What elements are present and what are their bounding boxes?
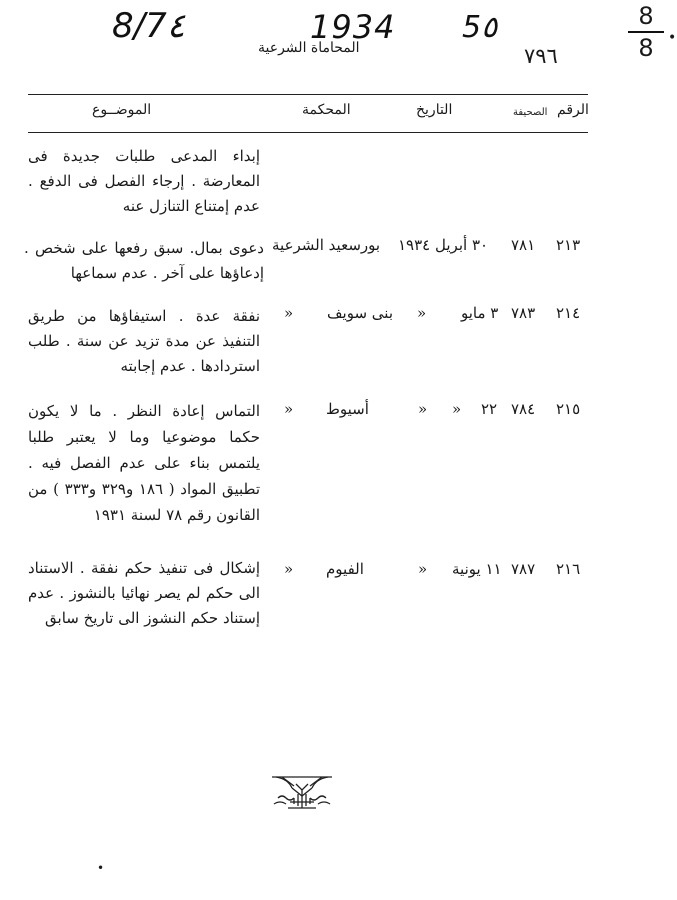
fraction-denominator: 8 — [638, 34, 654, 62]
entry-page: ٧٨١ — [511, 236, 536, 254]
handwritten-fraction — [628, 4, 664, 60]
ditto-mark: « — [418, 560, 428, 578]
handwritten-shelf-mark: 8/7٤ — [112, 6, 185, 46]
entry-page: ٧٨٣ — [511, 304, 536, 322]
column-head-subject: الموضــوع — [92, 102, 152, 118]
handwritten-dot: • — [668, 30, 677, 46]
handwritten-volume: 5٥ — [462, 10, 498, 45]
entry-number: ٢١٤ — [556, 304, 581, 322]
entry-page: ٧٨٧ — [511, 560, 536, 578]
entry-number: ٢١٦ — [556, 560, 581, 578]
column-head-date: التاريخ — [416, 102, 453, 118]
entry-date: ٢٢ — [481, 400, 498, 418]
ditto-mark: « — [284, 400, 294, 418]
entry-court: بنى سويف — [327, 304, 393, 322]
entry-subject: التماس إعادة النظر . ما لا يكون حكما موضوعيا وما لا يعتبر طلبا يلتمس بناء على عدم الفصل فيه . تطبيق المواد ( ١٨٦ و٣٢٩ و٣٣٣ ) من القانون رقم ٧٨ لسنة ١٩٣١ — [28, 402, 261, 524]
column-head-number: الرقم — [557, 102, 589, 118]
stray-mark: • — [97, 861, 105, 875]
entry-date: ٣ مايو — [461, 304, 499, 322]
entry-subject: إبداء المدعى طلبات جديدة فى المعارضة . إرجاء الفصل فى الدفع . عدم إمتناع التنازل عنه — [28, 147, 260, 215]
entry-date: ٣٠ أبريل ١٩٣٤ — [398, 236, 489, 254]
column-head-page: الصحيفة — [513, 107, 548, 118]
ditto-mark: « — [284, 304, 294, 322]
ditto-mark: « — [417, 304, 427, 322]
entry-subject: نفقة عدة . استيفاؤها من طريق التنفيذ عن مدة تزيد عن سنة . طلب استردادها . عدم إجابته — [28, 307, 260, 375]
ornament-icon — [270, 772, 334, 812]
entry-subject: دعوى بمال. سبق رفعها على شخص . إدعاؤها على آخر . عدم سماعها — [24, 239, 264, 282]
top-rule — [28, 94, 588, 95]
entry-court: الفيوم — [326, 560, 364, 578]
ditto-mark: « — [418, 400, 428, 418]
entry-date: ١١ يونية — [452, 560, 502, 578]
column-head-court: المحكمة — [302, 102, 351, 118]
entry-number: ٢١٥ — [556, 400, 581, 418]
entry-number: ٢١٣ — [556, 236, 581, 254]
fraction-bar — [628, 31, 664, 33]
handwritten-year: 1934 — [310, 8, 396, 46]
ditto-mark: « — [284, 560, 294, 578]
fraction-numerator: 8 — [638, 2, 654, 30]
header-rule — [28, 132, 588, 133]
entry-court: بورسعيد الشرعية — [272, 236, 381, 254]
ditto-mark: « — [452, 400, 462, 418]
entry-page: ٧٨٤ — [511, 400, 536, 418]
journal-title: المحاماة الشرعية — [258, 40, 360, 56]
entry-court: أسيوط — [326, 400, 369, 418]
entry-subject: إشكال فى تنفيذ حكم نفقة . الاستناد الى حكم لم يصر نهائيا بالنشوز . عدم إستناد حكم النشوز الى تاريخ سابق — [28, 559, 260, 627]
page-number: ٧٩٦ — [524, 44, 558, 68]
